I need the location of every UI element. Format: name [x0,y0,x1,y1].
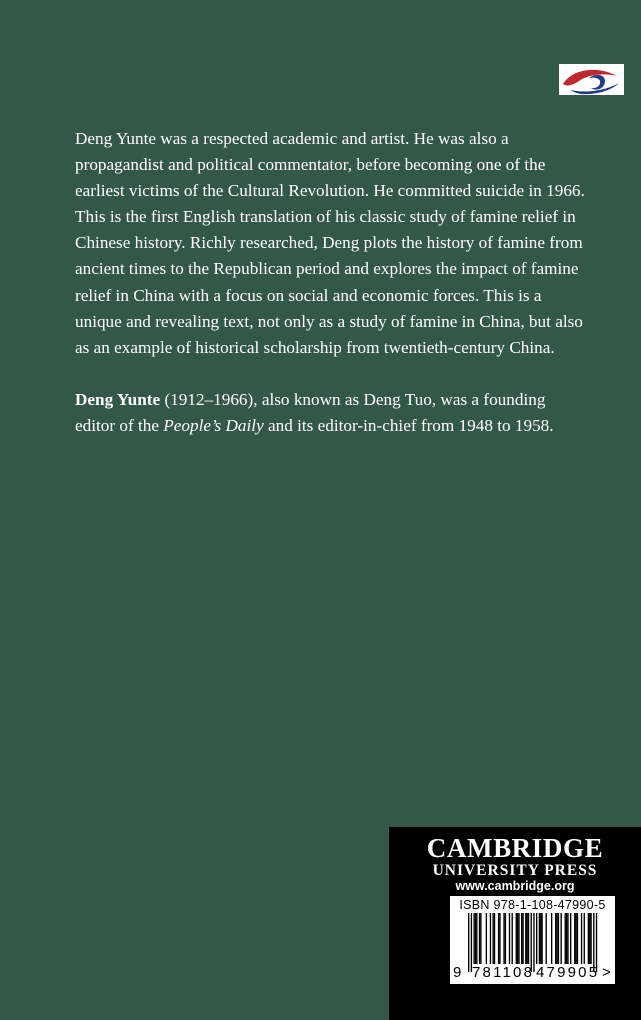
barcode-bar [512,913,513,964]
publisher-logo [559,64,624,95]
author-name: Deng Yunte [75,389,161,409]
barcode-bar [556,913,557,964]
barcode-left-digits: 781108 [472,964,535,981]
barcode-bar [498,913,499,964]
barcode-bar [575,913,576,964]
barcode-bar [468,913,469,972]
barcode-bar [522,913,523,964]
barcode-bar [567,913,568,964]
barcode-bar [505,913,506,964]
barcode-bar [570,913,571,964]
barcode-bar [518,913,519,964]
barcode-bar [589,913,590,964]
barcode-bar [503,913,504,964]
barcode-bar [555,913,556,964]
barcode-bar [540,913,541,964]
barcode-bar [539,913,540,964]
barcode-bar [584,913,585,964]
barcode-bar [590,913,591,964]
barcode-lead-digit: 9 [453,964,462,981]
barcode-bar [521,913,522,964]
barcode-bar [528,913,529,964]
barcode-bar [560,913,561,964]
barcode-bar [475,913,476,964]
barcode-bar [577,913,578,964]
barcode-bar [541,913,542,964]
barcode-bar [494,913,495,964]
barcode-bar [566,913,567,964]
barcode-bar [479,913,480,964]
barcode-bar [581,913,582,964]
barcode-bar [588,913,589,964]
barcode-bar [492,913,493,964]
barcode-bar [525,913,526,964]
isbn-label: ISBN 978-1-108-47990-5 [459,898,606,912]
publisher-subtitle: UNIVERSITY PRESS [432,862,598,879]
barcode-bar [473,913,474,964]
barcode-bar [486,913,487,964]
back-cover-text [75,126,585,439]
barcode-end-marker: > [602,964,611,981]
barcode-bar [490,913,491,964]
eye-swoosh-icon [559,64,624,95]
publisher-name: CAMBRIDGE [426,833,604,863]
barcode-bar [516,913,517,964]
author-bio-text: (1912–1966), also known as Deng Tuo, was a founding editor of the [75,389,546,435]
barcode-bar [546,913,547,964]
newspaper-title: People’s Daily [163,415,264,435]
author-bio [75,387,585,439]
barcode-bar [536,913,537,964]
barcode-bar [517,913,518,964]
barcode-bar [574,913,575,964]
author-bio-text-end: and its editor-in-chief from 1948 to 1958. [263,415,554,435]
barcode-bar [499,913,500,964]
barcode-bar [509,913,510,964]
barcode-bar [476,913,477,964]
barcode-bar [551,913,552,964]
barcode-bar [480,913,481,964]
barcode-bar [558,913,559,964]
barcode-right-digits: 479905 [536,964,600,981]
isbn-barcode [450,896,615,984]
book-description: Deng Yunte was a respected academic and artist. He was also a propagandist and political commentator, before becoming one of the earliest victims of the Cultural Revolution. He committed suicide in 1966. This is the first English translation of his classic study of famine relief in Chinese history. Richly researched, Deng plots the history of famine from ancient times to the Republican period and explores the impact of famine relief in China with a focus on social and economic forces. This is a unique and revealing text, not only as a study of famine in China, but also as an example of historical scholarship from twentieth-century China. [75,129,585,357]
barcode-bar [565,913,566,964]
barcode-bar [526,913,527,964]
publisher-url: www.cambridge.org [455,879,575,893]
